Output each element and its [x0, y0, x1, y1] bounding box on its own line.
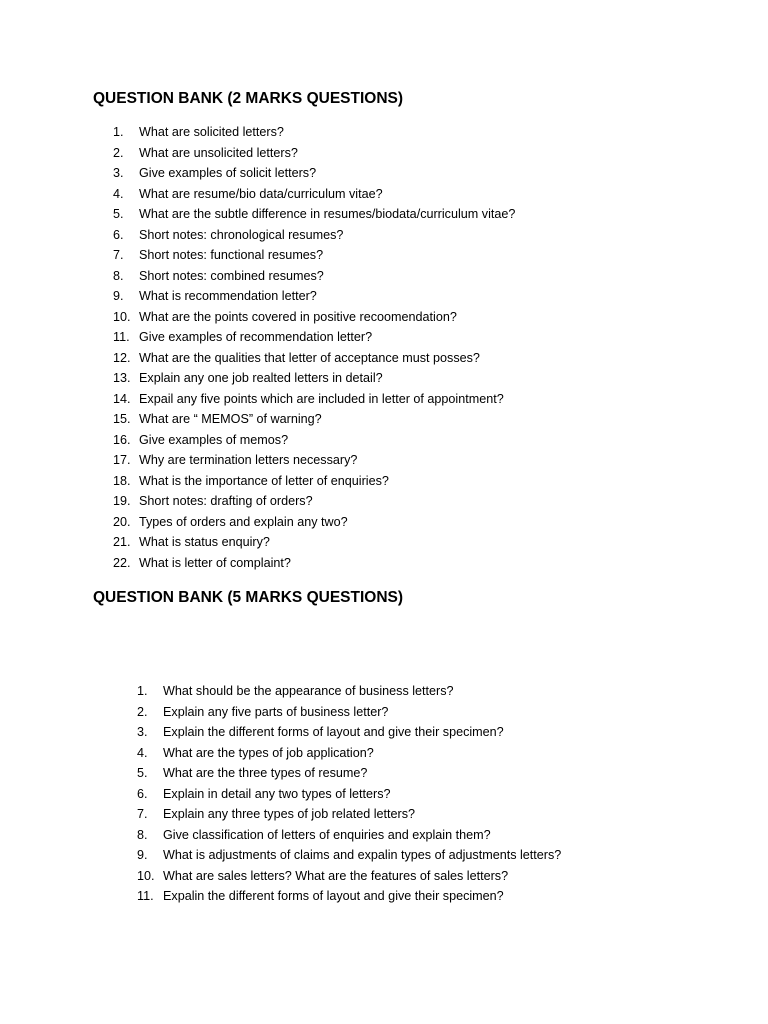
question-list-2-marks — [113, 122, 515, 573]
question-number: 12. — [113, 350, 131, 365]
question-item — [113, 163, 515, 184]
question-text: Explain any five parts of business letter? — [163, 704, 389, 719]
question-number: 7. — [137, 807, 148, 821]
question-text: What are the subtle difference in resumes/biodata/curriculum vitae? — [139, 207, 516, 221]
question-number: 5. — [113, 207, 124, 221]
question-number: 4. — [137, 745, 148, 760]
question-text: Give examples of recommendation letter? — [139, 330, 373, 344]
question-item — [113, 409, 515, 430]
question-number: 10. — [113, 309, 131, 324]
question-text: What are the points covered in positive recoomendation? — [139, 309, 457, 324]
question-number: 5. — [137, 766, 148, 780]
question-item — [113, 204, 515, 225]
question-number: 21. — [113, 535, 131, 549]
question-text: What are the three types of resume? — [163, 766, 368, 780]
question-item — [113, 327, 515, 348]
question-item — [137, 825, 561, 846]
question-text: Expalin the different forms of layout and give their specimen? — [163, 889, 504, 903]
question-item — [113, 184, 515, 205]
question-item — [113, 286, 515, 307]
question-number: 11. — [113, 330, 130, 344]
section-heading-2-marks: QUESTION BANK (2 MARKS QUESTIONS) — [93, 90, 404, 107]
question-text: Short notes: combined resumes? — [139, 268, 324, 283]
question-number: 16. — [113, 432, 131, 447]
question-text: What is recommendation letter? — [139, 289, 317, 303]
question-number: 2. — [137, 704, 148, 719]
question-text: Give classification of letters of enquiries and explain them? — [163, 827, 491, 842]
question-number: 9. — [137, 848, 148, 862]
question-number: 15. — [113, 412, 131, 426]
question-number: 11. — [137, 889, 154, 903]
question-text: Short notes: drafting of orders? — [139, 494, 313, 508]
question-item — [137, 702, 561, 723]
question-number: 3. — [137, 725, 148, 739]
question-item — [113, 307, 515, 328]
question-number: 6. — [113, 227, 124, 242]
question-item — [137, 722, 561, 743]
question-number: 14. — [113, 391, 131, 406]
question-text: Explain any three types of job related letters? — [163, 807, 416, 821]
question-item — [113, 532, 515, 553]
question-number: 7. — [113, 248, 124, 262]
question-number: 8. — [137, 827, 148, 842]
question-item — [113, 512, 515, 533]
question-item — [137, 743, 561, 764]
question-number: 9. — [113, 289, 124, 303]
question-item — [113, 450, 515, 471]
question-item — [113, 122, 515, 143]
question-text: What are solicited letters? — [139, 125, 284, 139]
question-text: What should be the appearance of business letters? — [163, 684, 454, 698]
question-item — [113, 245, 515, 266]
question-item — [137, 845, 561, 866]
question-number: 10. — [137, 868, 155, 883]
question-text: What are unsolicited letters? — [139, 145, 298, 160]
question-item — [113, 348, 515, 369]
question-number: 19. — [113, 494, 131, 508]
question-item — [137, 866, 561, 887]
question-number: 1. — [113, 125, 124, 139]
question-item — [113, 389, 515, 410]
question-item — [113, 471, 515, 492]
question-item — [113, 266, 515, 287]
question-number: 1. — [137, 684, 148, 698]
question-text: What are resume/bio data/curriculum vitae? — [139, 186, 383, 201]
question-item — [137, 681, 561, 702]
question-item — [113, 491, 515, 512]
question-number: 13. — [113, 371, 131, 385]
question-text: What is adjustments of claims and expalin types of adjustments letters? — [163, 848, 562, 862]
question-list-5-marks — [137, 681, 561, 907]
question-text: Give examples of memos? — [139, 432, 289, 447]
question-text: What are “ MEMOS” of warning? — [139, 412, 322, 426]
question-item — [113, 553, 515, 574]
question-number: 8. — [113, 268, 124, 283]
question-text: What are sales letters? What are the features of sales letters? — [163, 868, 509, 883]
question-text: Explain any one job realted letters in detail? — [139, 371, 383, 385]
question-number: 17. — [113, 453, 131, 467]
question-item — [113, 225, 515, 246]
question-number: 22. — [113, 555, 131, 570]
question-text: What is the importance of letter of enquiries? — [139, 473, 389, 488]
question-number: 4. — [113, 186, 124, 201]
question-text: Short notes: chronological resumes? — [139, 227, 344, 242]
question-text: What is status enquiry? — [139, 535, 270, 549]
question-number: 20. — [113, 514, 131, 529]
question-text: Types of orders and explain any two? — [139, 514, 348, 529]
question-text: What are the types of job application? — [163, 745, 374, 760]
question-text: What are the qualities that letter of acceptance must posses? — [139, 350, 480, 365]
question-item — [113, 143, 515, 164]
question-text: Expail any five points which are included in letter of appointment? — [139, 391, 504, 406]
question-number: 2. — [113, 145, 124, 160]
question-number: 18. — [113, 473, 131, 488]
section-heading-5-marks: QUESTION BANK (5 MARKS QUESTIONS) — [93, 589, 404, 606]
question-text: Explain the different forms of layout and give their specimen? — [163, 725, 504, 739]
question-number: 6. — [137, 786, 148, 801]
question-text: Why are termination letters necessary? — [139, 453, 358, 467]
question-item — [137, 784, 561, 805]
question-item — [137, 886, 561, 907]
question-item — [113, 368, 515, 389]
question-number: 3. — [113, 166, 124, 180]
question-text: What is letter of complaint? — [139, 555, 291, 570]
question-item — [113, 430, 515, 451]
question-text: Short notes: functional resumes? — [139, 248, 324, 262]
question-text: Explain in detail any two types of letters? — [163, 786, 391, 801]
question-item — [137, 763, 561, 784]
question-item — [137, 804, 561, 825]
question-text: Give examples of solicit letters? — [139, 166, 317, 180]
